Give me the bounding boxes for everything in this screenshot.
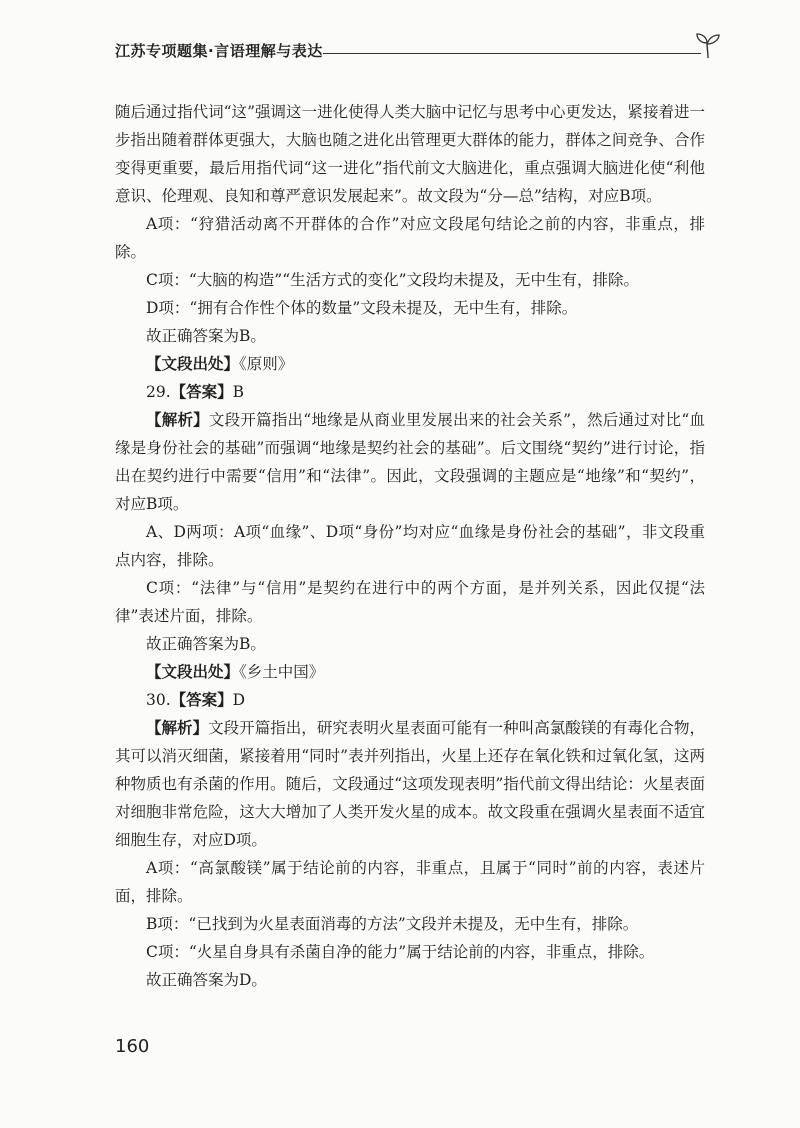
- analysis-label: 【解析】: [146, 411, 209, 429]
- source-title: 《乡土中国》: [239, 663, 325, 681]
- answer-explanations: [115, 98, 705, 994]
- analysis-text: 文段开篇指出，研究表明火星表面可能有一种叫高氯酸镁的有毒化合物，其可以消灭细菌，紧接着用“同时”表并列指出，火星上还存在氧化铁和过氧化氢，这两种物质也有杀菌的作用。随后，文段通过“这项发现表明”指代前文得出结论：火星表面对细胞非常危险，这大大增加了人类开发火星的成本。故文段重在强调火星表面不适宜细胞生存，对应D项。: [115, 719, 705, 849]
- option-a-analysis: A项：“狩猎活动离不开群体的合作”对应文段尾句结论之前的内容，非重点，排除。: [115, 215, 705, 261]
- source-title: 《原则》: [239, 355, 294, 373]
- question-29-analysis: [115, 406, 705, 518]
- answer-label: 【答案】: [170, 383, 233, 401]
- answer-label: 【答案】: [170, 691, 233, 709]
- option-ad-analysis: A、D两项：A项“血缘”、D项“身份”均对应“血缘是身份社会的基础”，非文段重点内容，排除。: [115, 523, 705, 569]
- header-title: 江苏专项题集·言语理解与表达: [115, 42, 323, 60]
- option-c-analysis: C项：“火星自身具有杀菌自净的能力”属于结论前的内容，非重点，排除。: [146, 943, 655, 961]
- correct-answer-line: 故正确答案为D。: [146, 971, 267, 989]
- correct-answer-line: 故正确答案为B。: [146, 635, 266, 653]
- answer-value: B: [232, 383, 245, 401]
- sprout-icon: [693, 30, 723, 60]
- option-c-analysis: C项：“法律”与“信用”是契约在进行中的两个方面，是并列关系，因此仅提“法律”表述片面，排除。: [115, 579, 705, 625]
- paragraph-continuation: 随后通过指代词“这”强调这一进化使得人类大脑中记忆与思考中心更发达，紧接着进一步指出随着群体更强大，大脑也随之进化出管理更大群体的能力，群体之间竞争、合作变得更重要，最后用指代词“这一进化”指代前文大脑进化，重点强调大脑进化使“利他意识、伦理观、良知和尊严意识发展起来”。故文段为“分—总”结构，对应B项。: [115, 103, 705, 205]
- option-a-analysis: A项：“高氯酸镁”属于结论前的内容，非重点，且属于“同时”前的内容，表述片面，排除。: [115, 859, 705, 905]
- correct-answer-line: 故正确答案为B。: [146, 327, 266, 345]
- question-30-analysis: [115, 714, 705, 854]
- analysis-text: 文段开篇指出“地缘是从商业里发展出来的社会关系”，然后通过对比“血缘是身份社会的基础”而强调“地缘是契约社会的基础”。后文围绕“契约”进行讨论，指出在契约进行中需要“信用”和“法律”。因此，文段强调的主题应是“地缘”和“契约”，对应B项。: [115, 411, 705, 513]
- analysis-label: 【解析】: [146, 719, 209, 737]
- answer-value: D: [232, 691, 246, 709]
- source-line: [115, 350, 705, 378]
- source-line: [115, 658, 705, 686]
- question-30-answer: [115, 686, 705, 714]
- page-number: 160: [115, 1036, 150, 1057]
- option-b-analysis: B项：“已找到为火星表面消毒的方法”文段并未提及，无中生有，排除。: [146, 915, 639, 933]
- source-label: 【文段出处】: [146, 355, 240, 373]
- question-number: 30.: [146, 691, 171, 709]
- header-rule: [323, 53, 701, 54]
- page-header: [115, 30, 715, 64]
- question-29-answer: [115, 378, 705, 406]
- question-number: 29.: [146, 383, 171, 401]
- option-c-analysis: C项：“大脑的构造”“生活方式的变化”文段均未提及，无中生有，排除。: [146, 271, 640, 289]
- source-label: 【文段出处】: [146, 663, 240, 681]
- option-d-analysis: D项：“拥有合作性个体的数量”文段未提及，无中生有，排除。: [146, 299, 578, 317]
